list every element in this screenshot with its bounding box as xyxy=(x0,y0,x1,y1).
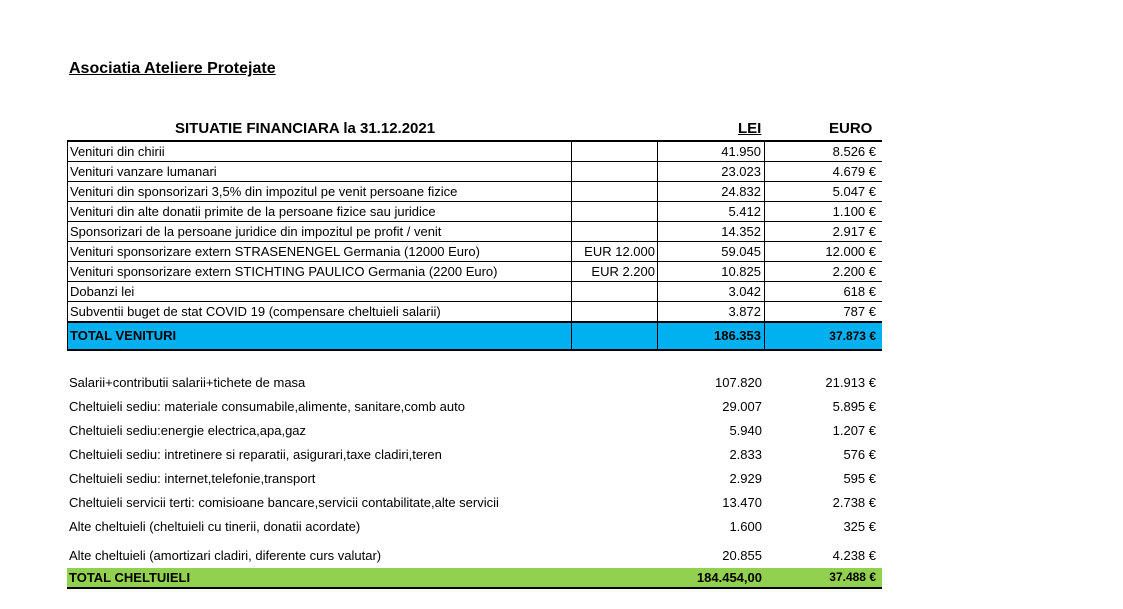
revenue-lei: 41.950 xyxy=(658,141,765,162)
total-expenses-row xyxy=(67,568,882,588)
revenue-foreign-amount: EUR 12.000 xyxy=(572,242,658,262)
expense-description: Cheltuieli servicii terti: comisioane bancare,servicii contabilitate,alte servicii xyxy=(69,495,499,510)
revenue-foreign-amount xyxy=(572,141,658,162)
expense-lei: 29.007 xyxy=(722,399,762,414)
expense-description: Cheltuieli sediu: intretinere si reparatii, asigurari,taxe cladiri,teren xyxy=(69,447,442,462)
expense-euro: 4.238 € xyxy=(832,548,876,563)
revenue-lei: 5.412 xyxy=(658,202,765,222)
revenue-foreign-amount xyxy=(572,162,658,182)
expense-row xyxy=(67,491,882,515)
column-header-euro: EURO xyxy=(829,120,873,137)
revenue-description: Venituri din chirii xyxy=(68,141,572,162)
revenue-description: Venituri vanzare lumanari xyxy=(68,162,572,182)
expense-lei: 20.855 xyxy=(722,548,762,563)
total-expenses-euro: 37.488 € xyxy=(765,568,882,588)
expense-description: Cheltuieli sediu:energie electrica,apa,gaz xyxy=(69,423,307,438)
revenue-row xyxy=(68,262,883,282)
revenue-lei: 24.832 xyxy=(658,182,765,202)
revenue-description: Subventii buget de stat COVID 19 (compensare cheltuieli salarii) xyxy=(68,302,572,323)
expense-lei: 107.820 xyxy=(715,375,762,390)
revenue-foreign-amount: EUR 2.200 xyxy=(572,262,658,282)
revenue-euro: 787 € xyxy=(765,302,883,323)
revenue-foreign-amount xyxy=(572,182,658,202)
revenue-row xyxy=(68,182,883,202)
expense-description: Cheltuieli sediu: internet,telefonie,transport xyxy=(69,471,316,486)
revenue-description: Sponsorizari de la persoane juridice din impozitul pe profit / venit xyxy=(68,222,572,242)
column-header-lei: LEI xyxy=(738,120,762,137)
total-revenues-blank xyxy=(572,322,658,350)
expense-lei: 5.940 xyxy=(729,423,762,438)
revenue-row xyxy=(68,242,883,262)
revenue-row xyxy=(68,302,883,323)
revenue-lei: 14.352 xyxy=(658,222,765,242)
expense-row xyxy=(67,419,882,443)
revenue-description: Venituri sponsorizare extern STICHTING PAULICO Germania (2200 Euro) xyxy=(68,262,572,282)
total-revenues-label: TOTAL VENITURI xyxy=(68,322,572,350)
revenue-description: Venituri din sponsorizari 3,5% din impozitul pe venit persoane fizice xyxy=(68,182,572,202)
revenues-table xyxy=(67,140,882,351)
revenue-euro: 2.200 € xyxy=(765,262,883,282)
revenue-row xyxy=(68,141,883,162)
statement-title: SITUATIE FINANCIARA la 31.12.2021 xyxy=(175,120,436,137)
total-expenses-lei: 184.454,00 xyxy=(651,568,765,588)
expense-euro: 576 € xyxy=(843,447,876,462)
total-revenues-euro: 37.873 € xyxy=(765,322,883,350)
expense-row xyxy=(67,443,882,467)
expense-row xyxy=(67,515,882,539)
revenue-euro: 5.047 € xyxy=(765,182,883,202)
expense-description: Cheltuieli sediu: materiale consumabile,alimente, sanitare,comb auto xyxy=(69,399,465,414)
expense-euro: 595 € xyxy=(843,471,876,486)
expense-lei: 2.929 xyxy=(729,471,762,486)
expense-euro: 1.207 € xyxy=(832,423,876,438)
expense-euro: 2.738 € xyxy=(832,495,876,510)
expense-lei: 2.833 xyxy=(729,447,762,462)
revenue-lei: 3.042 xyxy=(658,282,765,302)
revenue-foreign-amount xyxy=(572,282,658,302)
revenue-foreign-amount xyxy=(572,302,658,323)
expense-row xyxy=(67,467,882,491)
expenses-table xyxy=(67,371,882,589)
total-revenues-row xyxy=(68,322,883,350)
revenue-foreign-amount xyxy=(572,202,658,222)
total-expenses-label: TOTAL CHELTUIELI xyxy=(67,568,651,588)
expense-lei: 1.600 xyxy=(729,519,762,534)
organization-name: Asociatia Ateliere Protejate xyxy=(69,60,276,77)
expense-description: Salarii+contributii salarii+tichete de masa xyxy=(69,375,306,390)
revenue-lei: 59.045 xyxy=(658,242,765,262)
expense-lei: 13.470 xyxy=(722,495,762,510)
expense-euro: 21.913 € xyxy=(825,375,876,390)
expense-row xyxy=(67,371,882,395)
expense-row xyxy=(67,395,882,419)
revenue-euro: 618 € xyxy=(765,282,883,302)
expense-euro: 5.895 € xyxy=(832,399,876,414)
revenue-lei: 10.825 xyxy=(658,262,765,282)
revenue-description: Dobanzi lei xyxy=(68,282,572,302)
revenue-foreign-amount xyxy=(572,222,658,242)
expense-euro: 325 € xyxy=(843,519,876,534)
expense-description: Alte cheltuieli (cheltuieli cu tinerii, donatii acordate) xyxy=(69,519,361,534)
revenue-euro: 8.526 € xyxy=(765,141,883,162)
expense-description: Alte cheltuieli (amortizari cladiri, diferente curs valutar) xyxy=(69,548,382,563)
revenue-row xyxy=(68,162,883,182)
revenue-lei: 23.023 xyxy=(658,162,765,182)
revenue-description: Venituri sponsorizare extern STRASENENGEL Germania (12000 Euro) xyxy=(68,242,572,262)
revenue-description: Venituri din alte donatii primite de la persoane fizice sau juridice xyxy=(68,202,572,222)
revenue-euro: 1.100 € xyxy=(765,202,883,222)
revenue-row xyxy=(68,282,883,302)
revenue-row xyxy=(68,202,883,222)
revenue-euro: 2.917 € xyxy=(765,222,883,242)
revenue-row xyxy=(68,222,883,242)
revenue-euro: 12.000 € xyxy=(765,242,883,262)
revenue-euro: 4.679 € xyxy=(765,162,883,182)
total-revenues-lei: 186.353 xyxy=(658,322,765,350)
revenue-lei: 3.872 xyxy=(658,302,765,323)
expense-row xyxy=(67,544,882,568)
